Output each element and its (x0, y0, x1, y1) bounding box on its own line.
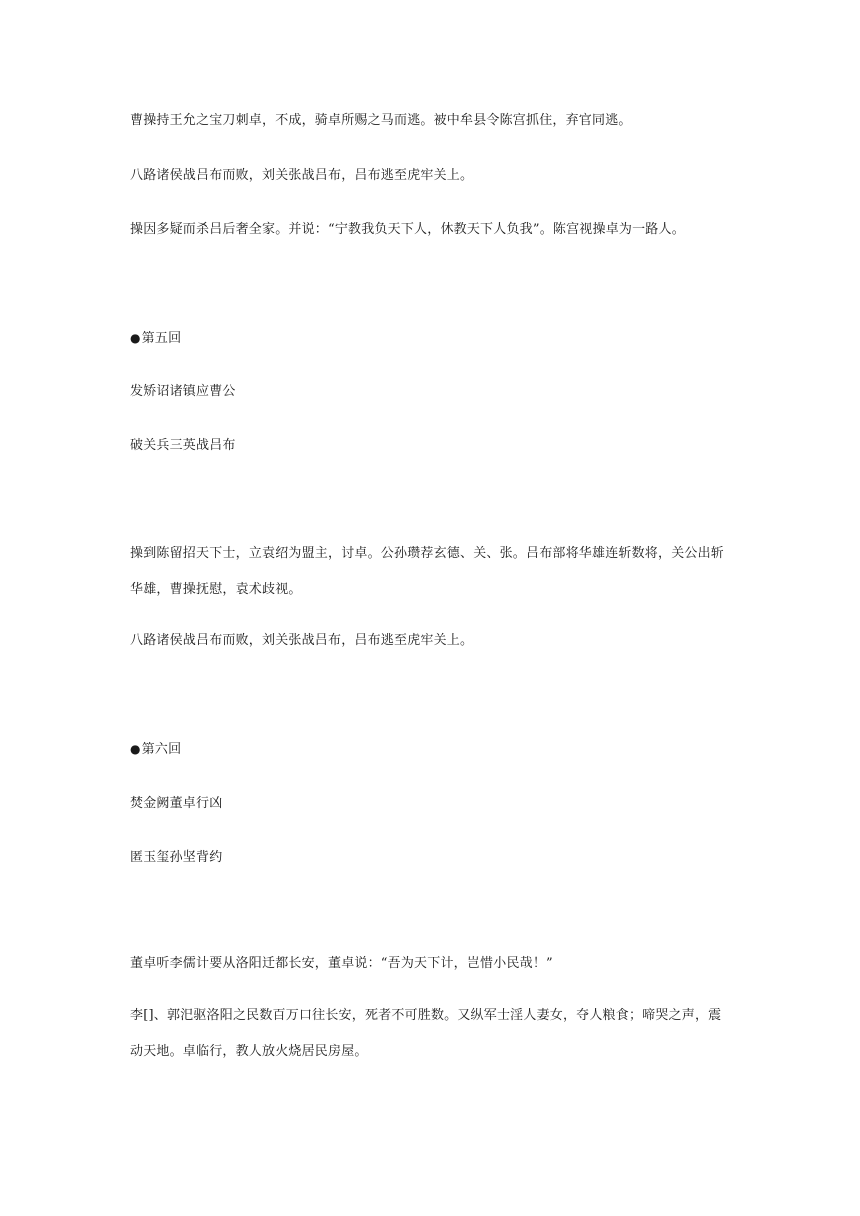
chapter-6-subtitle-1: 焚金阙董卓行凶 (130, 796, 223, 811)
bullet-icon: ● (130, 742, 141, 756)
paragraph-dong-zhuo-relocation: 董卓听李儒计要从洛阳迁都长安，董卓说：“吾为天下计，岂惜小民哉！” (130, 956, 553, 971)
chapter-5-title: 第五回 (141, 331, 182, 346)
chapter-5-heading (130, 329, 730, 348)
chapter-6-title: 第六回 (141, 742, 182, 757)
paragraph-luoyang-exodus: 李[]、郭汜驱洛阳之民数百万口往长安，死者不可胜数。又纵军士淫人妻女，夺人粮食；啼哭之声，震动天地。卓临行，教人放火烧居民房屋。 (130, 1008, 722, 1059)
bullet-icon: ● (130, 331, 141, 345)
paragraph-eight-lords-battle-repeat: 八路诸侯战吕布而败，刘关张战吕布，吕布逃至虎牢关上。 (130, 633, 474, 648)
chapter-5-subtitle-2: 破关兵三英战吕布 (130, 438, 236, 453)
paragraph-eight-lords-battle: 八路诸侯战吕布而败，刘关张战吕布，吕布逃至虎牢关上。 (130, 168, 474, 183)
paragraph-cao-cao-assassination: 曹操持王允之宝刀刺卓，不成，骑卓所赐之马而逃。被中牟县令陈宫抓住，弃官同逃。 (130, 113, 632, 128)
paragraph-chenliu-alliance: 操到陈留招天下士，立袁绍为盟主，讨卓。公孙瓒荐玄德、关、张。吕布部将华雄连斩数将，关公出斩华雄，曹操抚慰，袁术歧视。 (130, 546, 725, 597)
chapter-6-heading (130, 740, 730, 759)
chapter-5-subtitle-1: 发矫诏诸镇应曹公 (130, 384, 236, 399)
paragraph-lu-boshe-family: 操因多疑而杀吕后奢全家。并说：“宁教我负天下人，休教天下人负我”。陈宫视操卓为一路人。 (130, 222, 685, 237)
chapter-6-subtitle-2: 匿玉玺孙坚背约 (130, 850, 223, 865)
